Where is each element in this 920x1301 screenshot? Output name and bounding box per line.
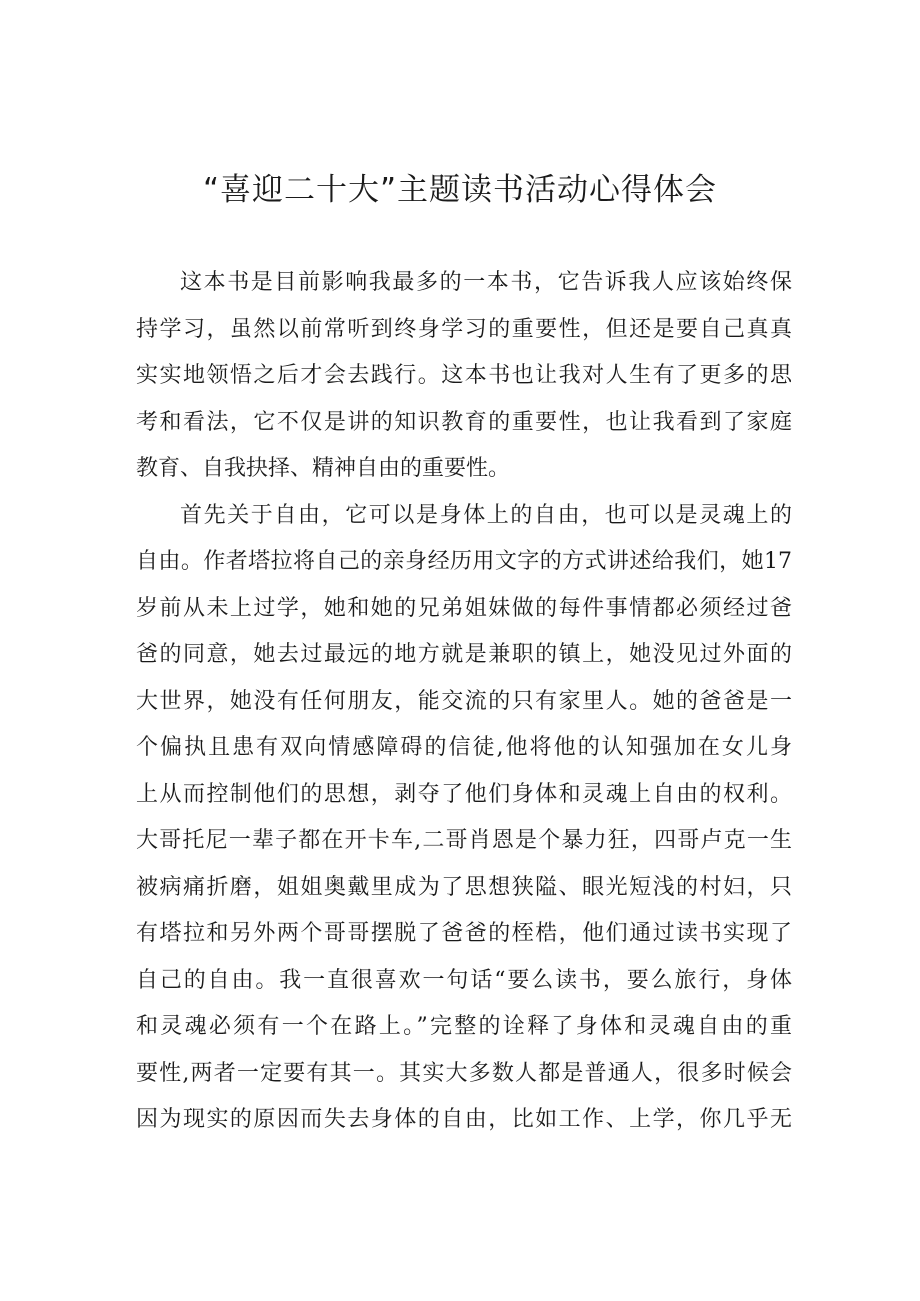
paragraph-2-line-14: 因为现实的原因而失去身体的自由，比如工作、上学，你几乎无 [136,1107,792,1132]
paragraph-2-line-5: 大世界，她没有任何朋友，能交流的只有家里人。她的爸爸是一 [136,688,792,714]
paragraph-2-line-10: 有塔拉和另外两个哥哥摆脱了爸爸的桎梏，他们通过读书实现了 [136,921,792,946]
paragraph-2-line-6: 个偏执且患有双向情感障碍的信徒,他将他的认知强加在女儿身 [136,735,792,760]
paragraph-1-line-2: 持学习，虽然以前常听到终身学习的重要性，但还是要自己真真 [136,316,792,342]
paragraph-1-line-1: 这本书是目前影响我最多的一本书，它告诉我人应该始终保 [180,270,792,295]
paragraph-2-line-3: 岁前从未上过学，她和她的兄弟姐妹做的每件事情都必须经过爸 [136,595,792,621]
paragraph-2-line-8: 大哥托尼一辈子都在开卡车,二哥肖恩是个暴力狂，四哥卢克一生 [136,828,792,853]
paragraph-2-line-11: 自己的自由。我一直很喜欢一句话“要么读书，要么旅行，身体 [136,967,792,993]
paragraph-2-line-12: 和灵魂必须有一个在路上。”完整的诠释了身体和灵魂自由的重 [136,1014,792,1039]
paragraph-2-line-9: 被病痛折磨，姐姐奥戴里成为了思想狭隘、眼光短浅的村妇，只 [136,874,792,900]
paragraph-2-line-2: 自由。作者塔拉将自己的亲身经历用文字的方式讲述给我们，她17 [136,549,792,574]
paragraph-2-line-7: 上从而控制他们的思想，剥夺了他们身体和灵魂上自由的权利。 [136,781,792,807]
paragraph-1-line-4: 考和看法，它不仅是讲的知识教育的重要性，也让我看到了家庭 [136,409,792,435]
paragraph-1-line-5: 教育、自我抉择、精神自由的重要性。 [136,456,511,481]
paragraph-2-line-4: 爸的同意，她去过最远的地方就是兼职的镇上，她没见过外面的 [136,642,792,667]
paragraph-2-line-13: 要性,两者一定要有其一。其实大多数人都是普通人，很多时候会 [136,1060,792,1086]
paragraph-2-line-1: 首先关于自由，它可以是身体上的自由，也可以是灵魂上的 [180,502,792,528]
paragraph-1-line-3: 实实地领悟之后才会去践行。这本书也让我对人生有了更多的思 [136,363,792,388]
document-title: “喜迎二十大”主题读书活动心得体会 [202,172,718,208]
document-body [136,260,792,1144]
